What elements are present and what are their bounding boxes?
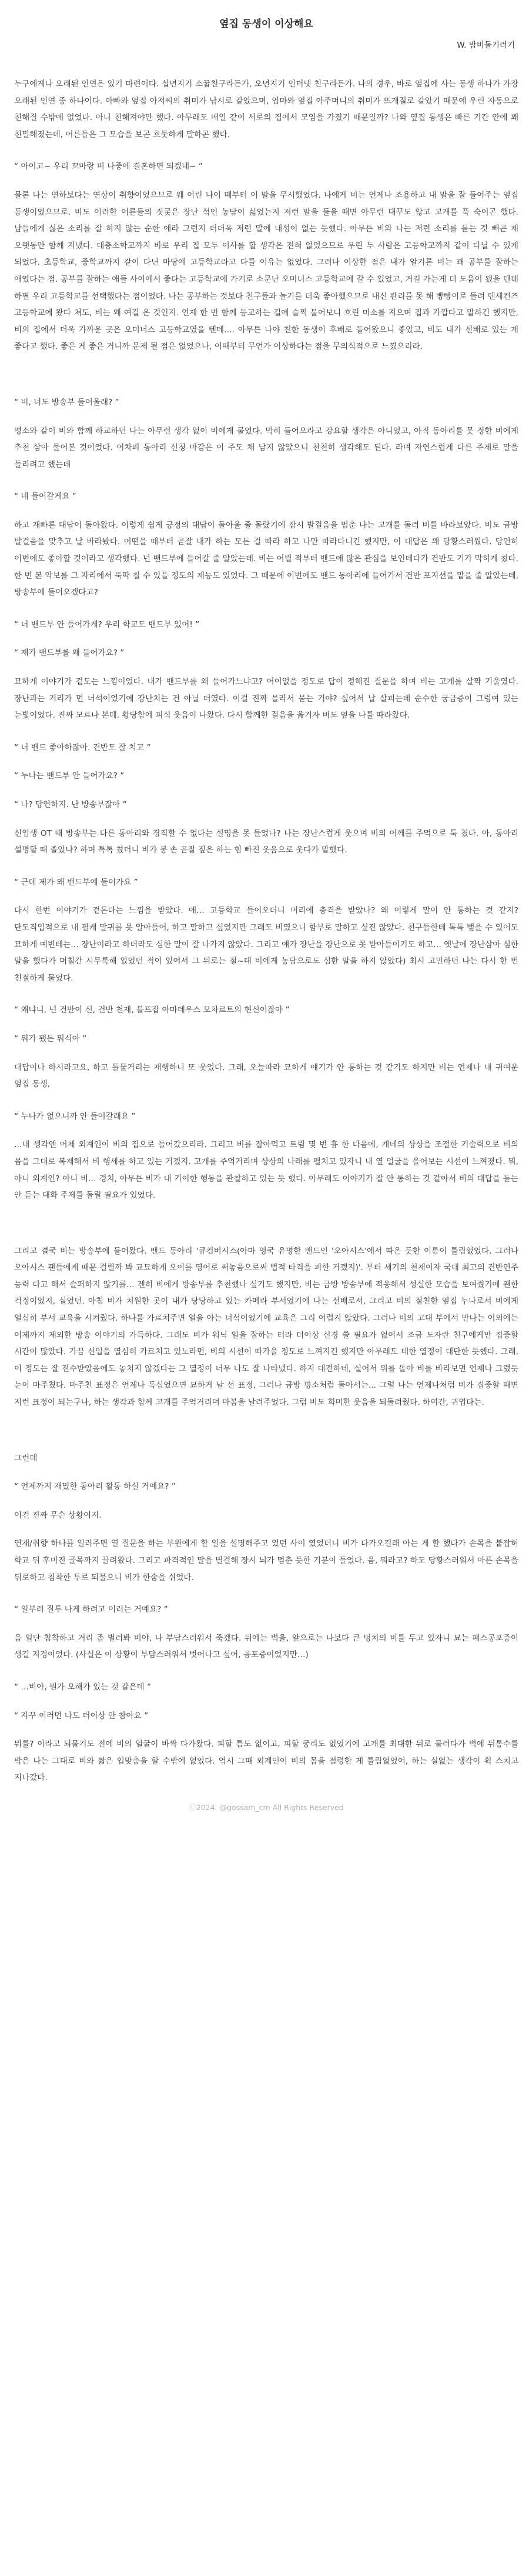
- story-paragraph: 대답이나 하시라고요, 하고 틀툴거리는 재행하니 또 웃었다. 그래, 오늘따라 묘하게 얘기가 안 통하는 것 같기도 하지만 비는 언제나 내 귀여운 옆집 동생,: [14, 1062, 518, 1089]
- story-body: [14, 76, 518, 1787]
- dialogue-line: “ 근데 제가 왜 밴드부에 들어가요 ”: [14, 877, 138, 887]
- dialogue-line: “ 누나가 없으니까 안 들어갈래요 ”: [14, 1111, 136, 1121]
- story-paragraph: 연재/취향 하나를 일러주면 열 질문을 하는 부원에게 할 일을 설명해주고 있던 사이 였었더니 비가 다가오길래 아는 게 할 했다가 손목을 붙잡혀 학교 뒤 후미진 골목까지 끌려왔다. 그리고 파격적인 말을 별걸해 장시 뇌가 멈춘 듯한 기분이 들었다. 음, 뭐라고? 하도 당황스러워서 아픈 손목을 뒤로하고 침착한 투로 되물으니 비가 한숨을 쉬었다.: [14, 1539, 518, 1582]
- story-paragraph: 뭐를? 이라고 되물기도 전에 비의 얼굴이 바짝 다가왔다. 피할 틈도 없이고, 피할 궁리도 없었기에 고개를 최대한 뒤로 물러다가 벽에 뒤통수를 박은 나는 그대로 비와 짧은 입맞춤을 할 수밖에 없었다. 역시 그때 외계인이 비의 몸을 점령한 게 틀림없었어, 하는 실없는 생각이 휙 스치고 지나갔다.: [14, 1739, 518, 1783]
- section-spacer: [14, 371, 518, 394]
- author-byline: W. 밤비돌기려기: [457, 41, 515, 50]
- dialogue-line: “ 자꾸 이러면 나도 더이상 안 참아요 ”: [14, 1711, 149, 1721]
- section-spacer: [14, 1427, 518, 1450]
- dialogue-line: “ 언제까지 재밌한 동아리 활동 하실 거예요? ”: [14, 1482, 176, 1492]
- story-paragraph: 묘하게 이야기가 겉도는 느낌이었다. 내가 밴드부를 왜 들어가느냐고? 어이없을 정도로 답이 정해진 질문을 하며 비는 고개를 살짝 기울였다. 장난과는 거리가 먼 너석이었기에 장난치는 건 아닐 터였다. 이걸 진짜 몰라서 묻는 거야? 싶어서 날 살피는데 순수한 궁금증이 그렁여 있는 눈빛이었다. 진짜 모르나 본데. 황당함에 피식 웃음이 나왔다. 다시 함께한 걸음을 옮기자 비도 옆을 나를 따라왔다.: [14, 677, 518, 721]
- dialogue-line: “ 나? 당연하지. 난 방송부잖아 ”: [14, 800, 127, 809]
- story-paragraph: 하고 재빠른 대답이 돌아왔다. 이렇게 쉽게 긍정의 대답이 돌아올 줄 몰랐기에 잠시 발걸음을 멈춘 나는 고개를 돌려 비를 바라보았다. 비도 금방 발걸음을 맞추고 날 바라봤다. 어떤을 때부터 곧잘 내가 하는 모든 걸 따라 하고 나만 따라다니긴 했지만, 이 대답은 꽤 당황스러웠다. 당연히 이번에도 좋아할 것이라고 생각했다. 넌 밴드부에 들어갈 줄 알았는데. 비는 어릴 적부터 밴드에 많은 관심을 보인데다가 건반도 기가 막히게 쳤다. 한 번 본 악보를 그 자리에서 뚝딱 칠 수 있을 정도의 재능도 있었다. 그 때문에 이번에도 밴드 동아리에 들어가서 건반 포지션을 맡을 줄 알았는데, 방송부에 들어오겠다고?: [14, 520, 518, 598]
- copyright-footer: ⓒ2024. @gossam_cm All Rights Reserved: [189, 1802, 344, 1812]
- story-paragraph: 음 일단 침착하고 거리 좀 벌려봐 비야, 나 부담스러워서 죽겠다. 뒤에는 벽을, 앞으로는 나보다 큰 덩치의 비를 두고 있자니 묘는 패스공포증이 생길 지경이었다. (사실은 이 상황이 부담스러워서 벗어나고 싶어, 공포증이었지만…): [14, 1633, 518, 1660]
- story-paragraph: 신입생 OT 때 방송부는 다른 동아리와 경직할 수 없다는 설명을 못 들었나? 나는 장난스럽게 웃으며 비의 어깨를 주먹으로 툭 쳤다. 아, 동아리 설명할 때 졸았나? 하며 톡톡 쳤더니 비가 붕 손 곧잘 짚은 하는 힘 빠진 웃음으로 웃다가 말했다.: [14, 828, 518, 855]
- dialogue-line: 이건 진짜 무슨 상황이지.: [14, 1510, 102, 1520]
- story-paragraph: 다시 한번 이야기가 겉돈다는 느낌을 받았다. 애… 고등학교 들어오더니 머리에 충격을 받았나? 왜 이렇게 말이 안 통하는 것 같지? 단도직입적으로 내 필케 말귀를 못 알아들어, 하고 말하고 싶었지만 그래도 비였으니 함부로 말하고 싶진 않았다. 친구들한테 톡톡 뱉을 수 있어도 묘하게 예빈테는… 장난이라고 하더라도 심한 말이 잘 나가지 않았다. 그리고 얘가 장난을 장난으로 못 받아들이기도 하고… 옛날에 장난삼아 심한 말을 했다가 며칠간 시무룩해 있었던 적이 있어서 그 뒤로는 절~대 비에게 농담으로도 심한 말을 하지 않았다) 최시 고민하던 나는 다시 한 번 친절하게 물었다.: [14, 906, 518, 983]
- dialogue-line: “ 왜냐니, 넌 건반이 신, 건반 천재, 블프잡 아마데우스 모차르트의 현신이잖아 ”: [14, 1005, 290, 1015]
- dialogue-line: “ 네 들어갈게요 ”: [14, 492, 76, 502]
- dialogue-line: 그런데: [14, 1453, 38, 1463]
- story-paragraph: 그리고 결국 비는 방송부에 들어왔다. 밴드 동아리 '큐컴버시스(아마 영국 유명한 밴드인 '오아시스'에서 따온 듯한 이름이 틀림없었다. 그러나 오아시스 팬들에게 때문 걸릴까 봐 교묘하게 오이를 영어로 써놓음으로써 법적 타격을 피한 거겠지)'. 부터 세기의 천재이자 국대 최고의 건반연주 능력 다고 해서 슬퍼하지 않기를… 겐히 비에게 방송부를 추천했나 싶기도 했지만, 비는 금방 방송부에 적응해서 성실한 모습을 보여줬기에 괜한 걱정이었지, 실었던. 아침 비가 치원한 곳이 내가 당당하고 있는 카메라 부서였기에 나는 선배로서, 그리고 비의 절친한 옆집 누나로서 비에게 열심히 부서 교육을 시켜줬다. 하나를 가르쳐주면 열을 아는 너석이었기에 교육은 그리 어렵지 않았다. 그러나 비의 고대 부에서 만나는 이외에는 어제까지 제외한 방송 이야기의 가득하다. 그래도 비가 워닉 일을 잘하는 터라 더이상 신경 쓸 필요가 없어서 조금 도자란 친구에게만 집중할 시간이 많았다. 가끔 신입을 열심히 가르치고 있노라면, 비의 시선이 따가울 정도로 느껴지긴 했지만 아무래도 대한 열정이 대단한 듯했다. 그래, 이 정도는 잘 전수받았음에도 놓치지 않겠다는 그 열정이 너무 나도 잘 나타냈다. 하지 대견하네, 실어서 위를 돌아 비를 바라보면 언제나 그랬듯 눈이 마주쳤다. 마주친 표정은 언제나 독심었으면 묘하게 날 선 표정, 그러나 금방 평소처럼 돌아서는... 그럴 나는 언제나처럼 비가 집중할 때면 저런 표정이 되는구나, 하는 생각과 함께 고개를 주억거리며 마봄을 날려주었다. 그럼 비도 희미한 웃음을 되돌려줬다. 하여간, 귀엽다는.: [14, 1246, 518, 1408]
- dialogue-line: “ 너 밴드 좋아하잖아. 건반도 잘 치고 ”: [14, 742, 151, 752]
- dialogue-line: “ 제가 밴드부를 왜 들어가요? ”: [14, 648, 125, 658]
- dialogue-line: “ …비야, 뭔가 오해가 있는 것 같은데 ”: [14, 1682, 151, 1692]
- section-spacer: [14, 1219, 518, 1243]
- story-paragraph: 평소와 같이 비와 함께 하교하던 나는 아무런 생각 없이 비에게 물었다. 막히 들어오라고 강요할 생각은 아니었고, 아직 동아리를 못 정한 비에게 추천 삼아 물어본 것이었다. 어차피 동아리 신청 마감은 이 주도 채 남지 않았으니 천천히 생각해도 된다. 라며 자연스럽게 다른 주제로 말을 돌리려고 했는데: [14, 426, 518, 469]
- story-paragraph: 물론 나는 연하보다는 연상이 취향이었으므로 웨 어린 나이 때부터 이 말을 무시했었다. 나에게 비는 언제나 조용하고 내 말을 잘 들어주는 옆집 동생이었으므로. 비도 이러한 어른들의 짓궂은 장난 섞인 농담이 싫었는지 저런 말을 들을 때면 아무런 대꾸도 않고 고개를 푹 숙이곤 했다. 남들에게 싫은 소리를 잘 하지 않는 순한 애라 그런지 더더욱 저런 말에 내성이 없는 듯했다. 아무튼 비와 나는 저런 소리를 듣는 것 빼곤 제 오랫동안 함께 지냈다. 대충소학교까지 바로 우리 집 모두 이사를 할 생각은 전혀 없었으므로 우린 두 사람은 고등학교까지 같이 다닐 수 있게 되었다. 초등학교, 중학교까지 같이 다닌 마당에 고등학교라고 다를 이유는 없었다. 그러나 이상한 점은 내가 알기론 비는 꽤 공부를 잘하는 애였다는 점. 공부를 잘하는 애들 사이에서 좋다는 고등학교에 가기로 소문난 오미너스 고등학교에 갈 수 있었고, 거길 가는게 더 도움이 됐을 텐데 하필 우리 고등학교를 선택했다는 점이었다. 나는 공부하는 것보다 친구들과 놀기를 더욱 좋아했으므로 내신 관리를 못 해 빵빵이로 들려 텐세컨즈 고등학교에 왔다 쳐도, 비는 왜 여길 온 것인지. 언제 한 번 함께 등교하는 길에 슬쩍 물어보니 흐린 미소를 지으며 집과 가깝다고 말하긴 했지만, 비의 집에서 더욱 가까운 곳은 오미너스 고등학교였을 텐데…. 아무튼 나야 친한 동생이 후배로 들어왔으니 좋았고, 비도 내가 선배로 있는 게 좋다고 했다. 좋은 게 좋은 거니까 문제 될 점은 없었으나, 이때부터 무언가 이상하다는 점을 무의식적으로 느꼈으리라.: [14, 190, 518, 352]
- story-paragraph: …내 생각엔 어제 외계인이 비의 집으로 들어갔으리라. 그리고 비를 잡아먹고 트림 몇 번 흉 한 다음에, 개네의 상상을 조절한 기술력으로 비의 몸을 그대로 복제해서 비 행세를 하고 있는 거겠지. 고개를 주억거리며 상상의 나래를 펼치고 있자니 내 옆 얼굴을 올어보는 시선이 느껴졌다. 뭐, 아니 외계인? 아니 비… 경치, 아무튼 비가 내 기이한 행동을 관찰하고 있는 듯 했다. 아무래도 이야기가 잘 안 통하는 것 같아서 비의 대답을 듣는 안 듣는 대화 주제를 돌릴 필요가 있었다.: [14, 1140, 518, 1201]
- dialogue-line: “ 너 밴드부 안 들어가게? 우리 학교도 밴드부 있어! ”: [14, 619, 200, 629]
- story-paragraph: 누구에게나 오래된 인연은 있기 마련이다. 십년지기 소꿉친구라든가, 오년지기 인터넷 친구라든가. 나의 경우, 바로 옆집에 사는 동생 하나가 가장 오래된 인연 중 하나이다. 아빠와 옆집 아저씨의 취미가 낚시로 같았으며, 엄마와 옆집 아주머니의 취미가 뜨개질로 같았기 때문에 우린 자동으로 친해질 수밖에 없었다. 아니 친해져야만 했다. 아무래도 매일 같이 서로의 집에서 모임을 가졌기 때문일까? 나와 옆집 동생은 빠른 기간 안에 꽤 친밀해졌는데, 어른들은 그 모습을 보곤 흐뭇하게 말하곤 했다.: [14, 79, 518, 139]
- dialogue-line: “ 일부러 질투 나게 하려고 이러는 거예요? ”: [14, 1605, 168, 1615]
- dialogue-line: “ 누나는 밴드부 안 들어가요? ”: [14, 771, 125, 781]
- story-title: 옆집 동생이 이상해요: [219, 18, 313, 30]
- dialogue-line: “ 비, 너도 방송부 들어올래? ”: [14, 397, 119, 407]
- dialogue-line: “ 아이고~ 우리 꼬마랑 비 나중에 결혼하면 되겠네~ ”: [14, 162, 203, 172]
- dialogue-line: “ 뭐가 됐든 뭐식아 ”: [14, 1034, 87, 1044]
